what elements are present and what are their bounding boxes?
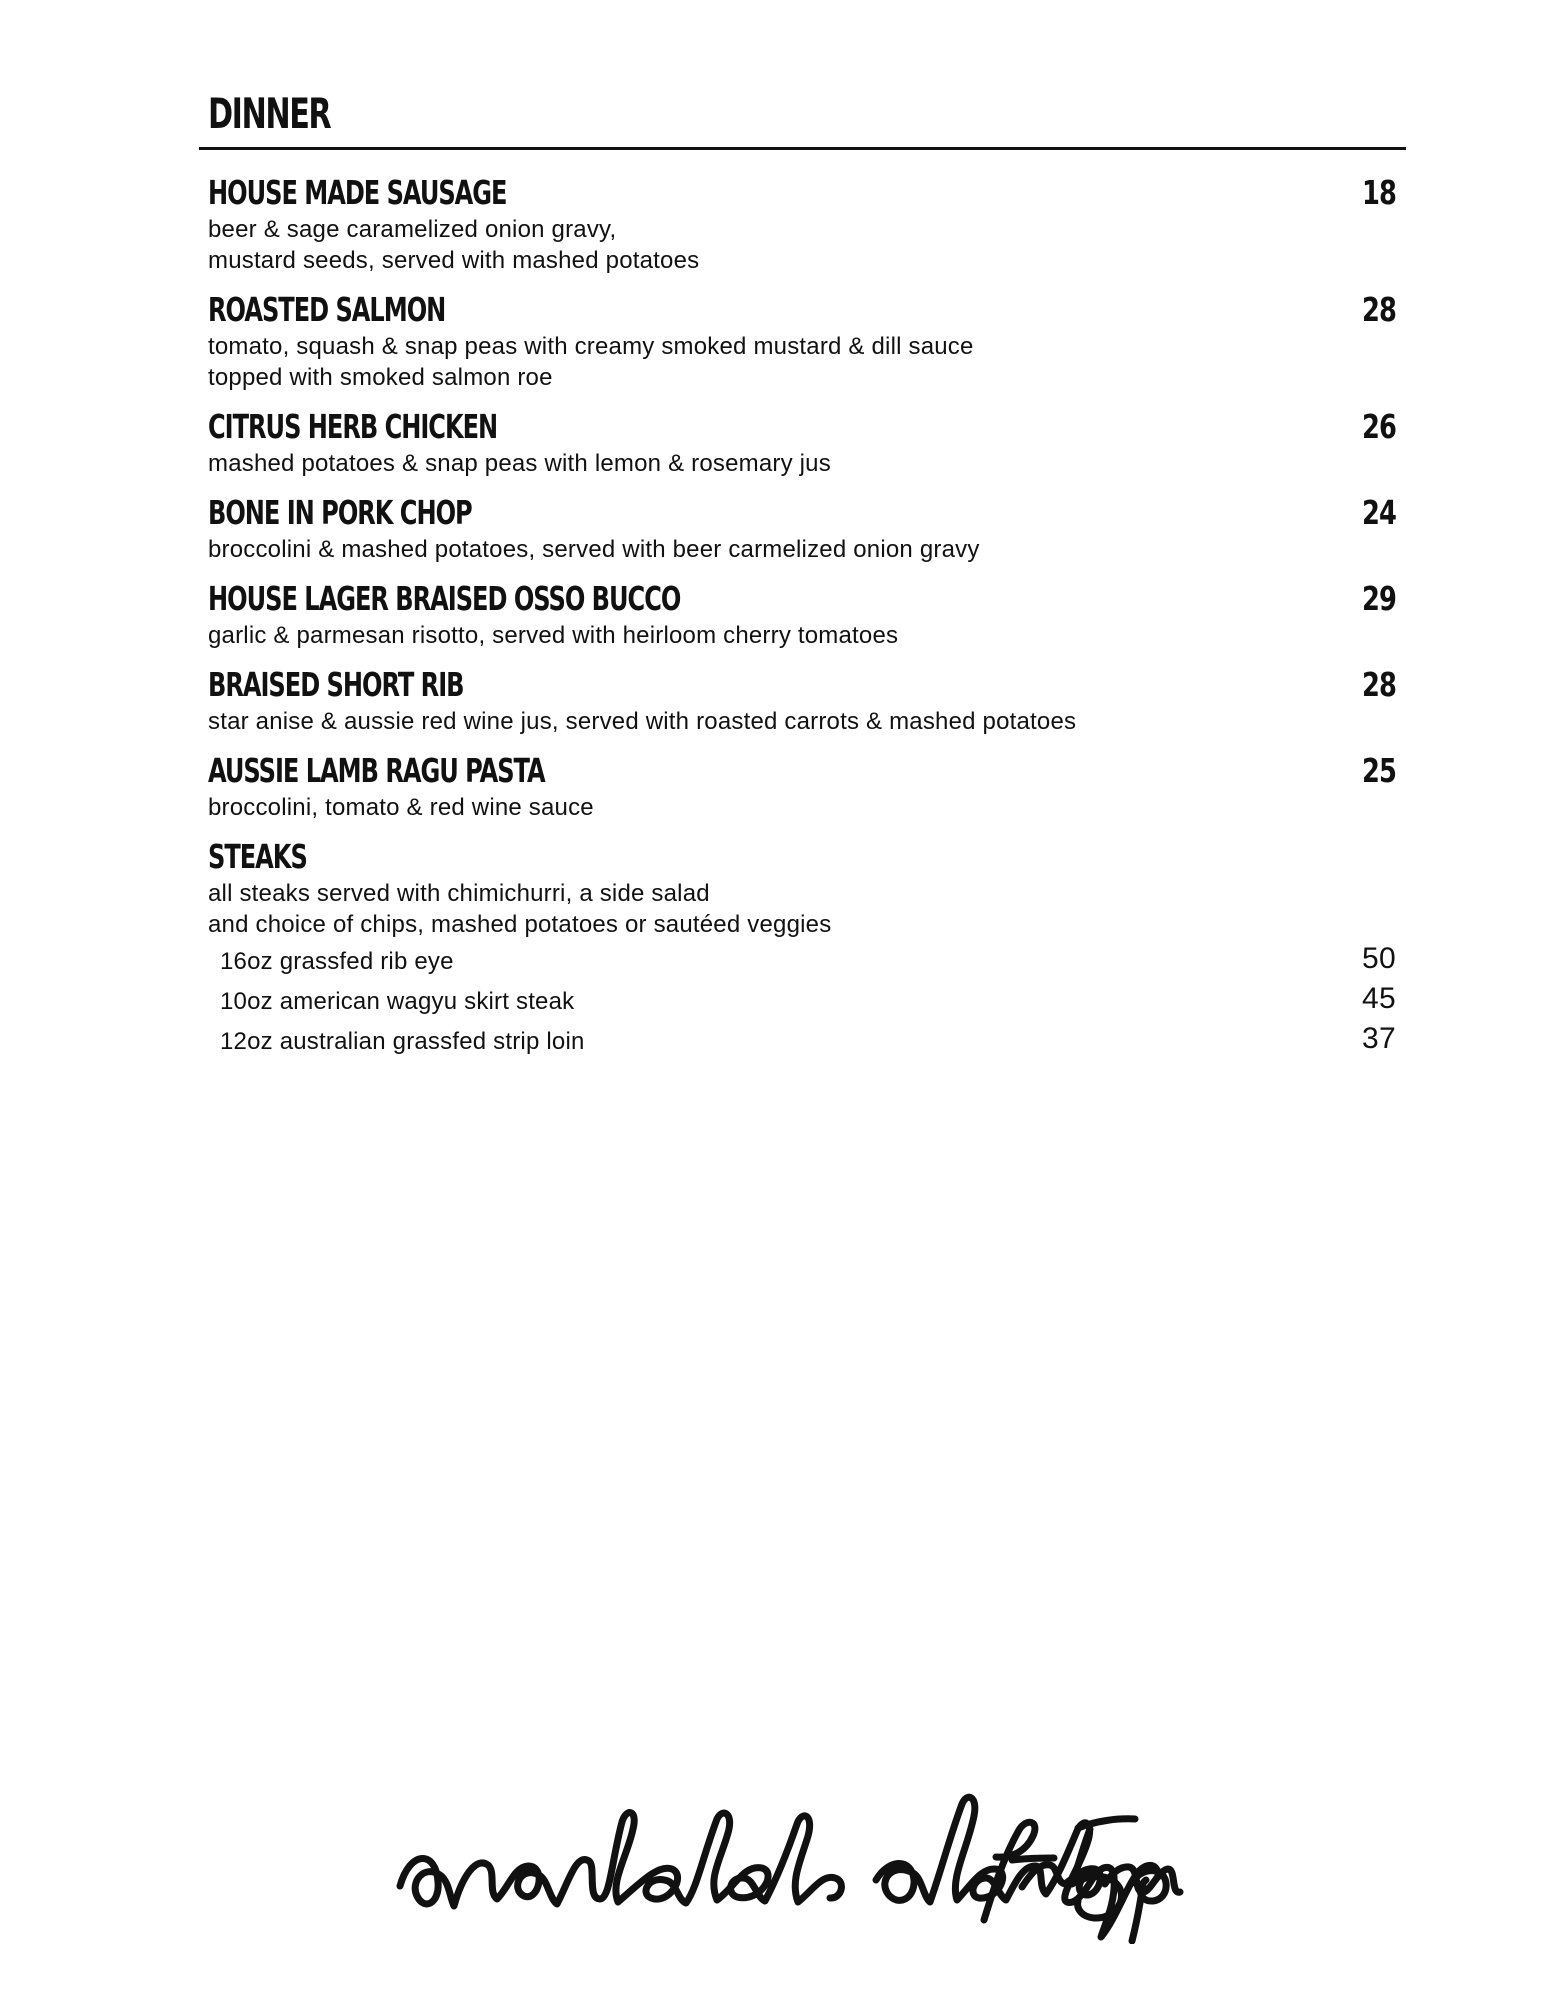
steak-option-row	[220, 1024, 1396, 1064]
menu-item-aussie-lamb-ragu-pasta	[208, 750, 1396, 823]
menu-item-name: HOUSE LAGER BRAISED OSSO BUCCO	[208, 579, 681, 618]
menu-item-description-line: mustard seeds, served with mashed potatoes	[208, 247, 700, 274]
menu-item-header	[208, 836, 1396, 878]
menu-item-description-line: garlic & parmesan risotto, served with heirloom cherry tomatoes	[208, 622, 899, 649]
menu-item-price: 25	[1362, 751, 1396, 790]
menu-item-description-line: broccolini, tomato & red wine sauce	[208, 794, 594, 821]
steak-option-price: 50	[1362, 942, 1396, 975]
menu-item-price: 28	[1362, 665, 1396, 704]
menu-item-price: 28	[1362, 290, 1396, 329]
menu-item-name: HOUSE MADE SAUSAGE	[208, 173, 507, 212]
steak-options-list	[208, 944, 1396, 1064]
menu-item-braised-short-rib	[208, 664, 1396, 737]
menu-item-header	[208, 750, 1396, 792]
script-stroke-available	[400, 1813, 841, 1906]
menu-item-price: 29	[1362, 579, 1396, 618]
menu-item-name: BONE IN PORK CHOP	[208, 493, 472, 532]
menu-item-name: CITRUS HERB CHICKEN	[208, 407, 498, 446]
menu-item-header	[208, 664, 1396, 706]
menu-item-roasted-salmon	[208, 289, 1396, 393]
menu-item-header	[208, 578, 1396, 620]
menu-title: DINNER	[208, 89, 331, 138]
menu-item-description-line: tomato, squash & snap peas with creamy smoked mustard & dill sauce	[208, 333, 974, 360]
menu-item-name: BRAISED SHORT RIB	[208, 665, 464, 704]
menu-item-price: 26	[1362, 407, 1396, 446]
menu-item-description-line: beer & sage caramelized onion gravy,	[208, 216, 617, 243]
menu-item-header	[208, 492, 1396, 534]
steak-option-name: 16oz grassfed rib eye	[220, 948, 454, 975]
menu-item-header	[208, 289, 1396, 331]
menu-item-description-line: broccolini & mashed potatoes, served with beer carmelized onion gravy	[208, 536, 980, 563]
title-divider	[199, 147, 1406, 150]
steak-option-price: 37	[1362, 1022, 1396, 1055]
steak-option-name: 10oz american wagyu skirt steak	[220, 988, 575, 1015]
availability-script	[388, 1774, 1188, 1944]
menu-item-bone-in-pork-chop	[208, 492, 1396, 565]
menu-item-header	[208, 172, 1396, 214]
menu-list	[208, 172, 1396, 1077]
menu-item-description-line: topped with smoked salmon roe	[208, 364, 553, 391]
steak-option-row	[220, 984, 1396, 1024]
menu-item-description-line: all steaks served with chimichurri, a side salad	[208, 880, 710, 907]
steak-option-row	[220, 944, 1396, 984]
menu-item-price: 18	[1362, 173, 1396, 212]
menu-item-description-line: mashed potatoes & snap peas with lemon & rosemary jus	[208, 450, 831, 477]
menu-item-price: 24	[1362, 493, 1396, 532]
menu-item-name: AUSSIE LAMB RAGU PASTA	[208, 751, 545, 790]
steak-option-price: 45	[1362, 982, 1396, 1015]
steak-option-name: 12oz australian grassfed strip loin	[220, 1028, 585, 1055]
menu-item-name: ROASTED SALMON	[208, 290, 446, 329]
menu-item-steaks	[208, 836, 1396, 1064]
menu-item-name: STEAKS	[208, 837, 307, 876]
menu-item-description-line: and choice of chips, mashed potatoes or sautéed veggies	[208, 911, 832, 938]
availability-handwritten-text	[388, 1774, 1188, 1944]
menu-item-house-made-sausage	[208, 172, 1396, 276]
menu-item-header	[208, 406, 1396, 448]
menu-item-citrus-herb-chicken	[208, 406, 1396, 479]
menu-item-description-line: star anise & aussie red wine jus, served with roasted carrots & mashed potatoes	[208, 708, 1077, 735]
menu-item-house-lager-braised-osso-bucco	[208, 578, 1396, 651]
